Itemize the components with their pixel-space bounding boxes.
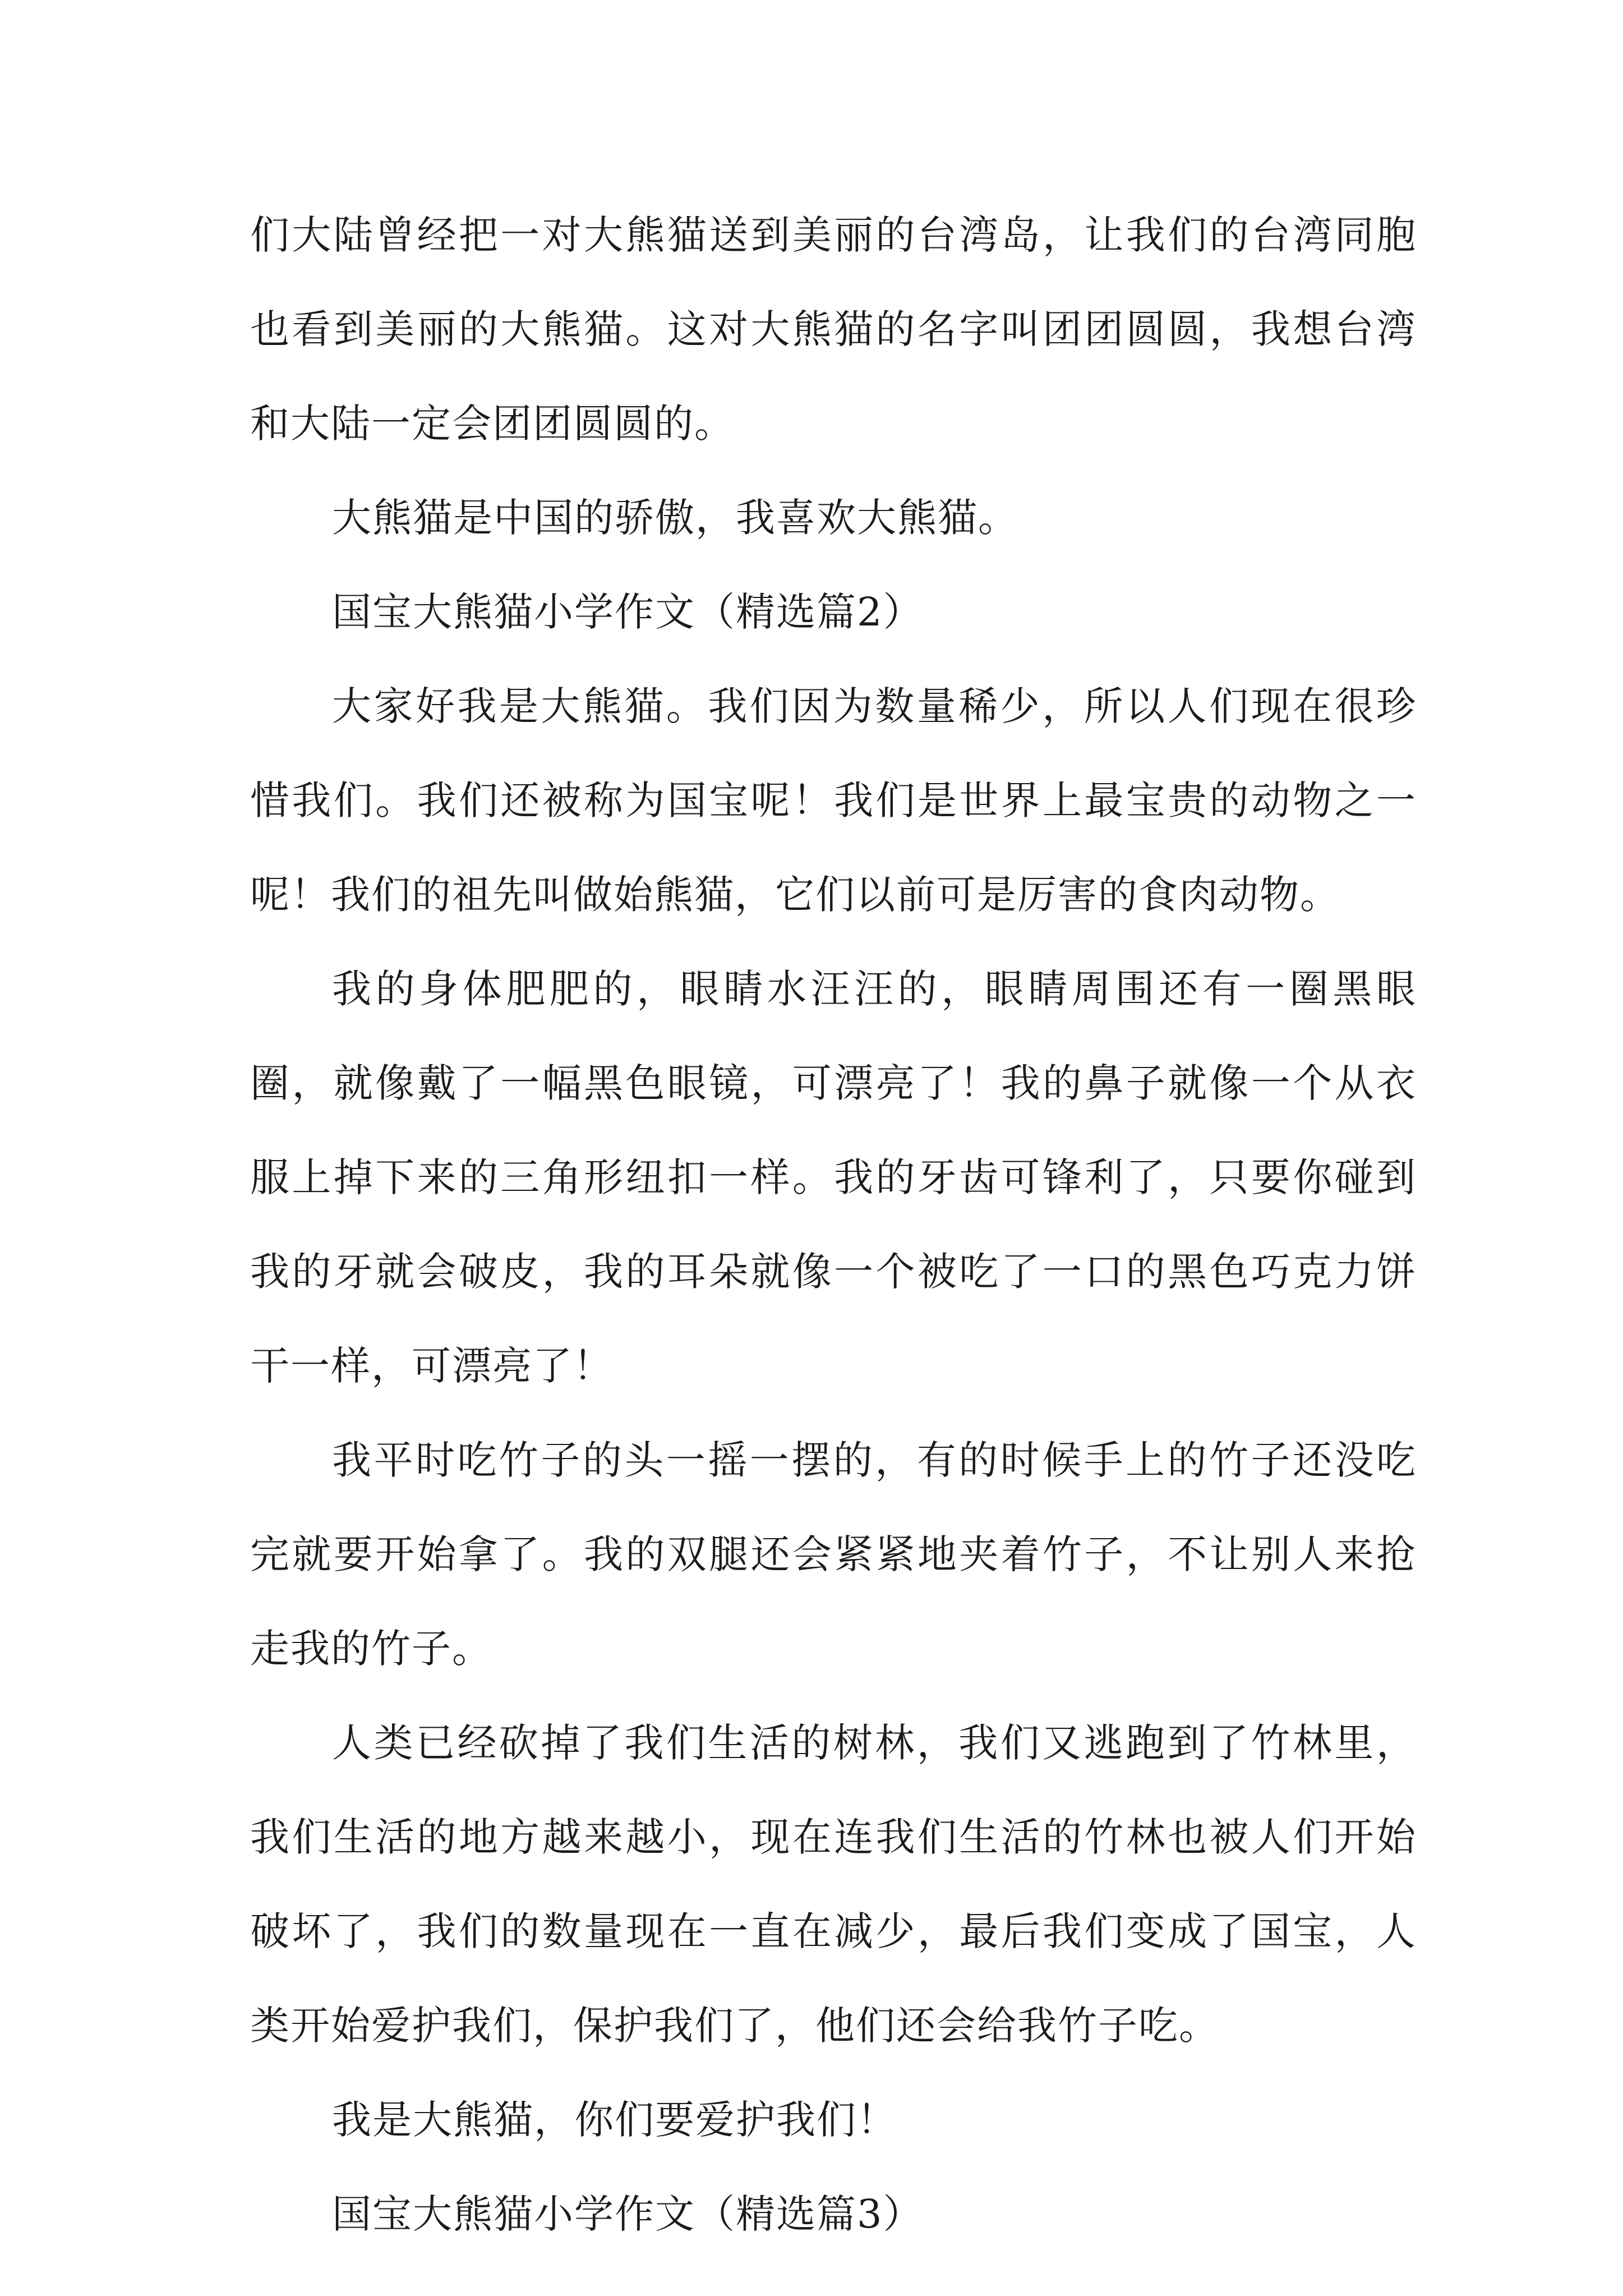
paragraph-continued: 们大陆曾经把一对大熊猫送到美丽的台湾岛，让我们的台湾同胞也看到美丽的大熊猫。这对大熊猫的名字叫团团圆圆，我想台湾和大陆一定会团团圆圆的。 <box>250 212 1417 447</box>
document-body <box>250 188 1417 2261</box>
paragraph: 我的身体肥肥的，眼睛水汪汪的，眼睛周围还有一圈黑眼圈，就像戴了一幅黑色眼镜，可漂亮了！我的鼻子就像一个从衣服上掉下来的三角形纽扣一样。我的牙齿可锋利了，只要你碰到我的牙就会破皮，我的耳朵就像一个被吃了一口的黑色巧克力饼干一样，可漂亮了！ <box>250 966 1417 1389</box>
paragraph: 我平时吃竹子的头一摇一摆的，有的时候手上的竹子还没吃完就要开始拿了。我的双腿还会紧紧地夹着竹子，不让别人来抢走我的竹子。 <box>250 1437 1417 1672</box>
paragraph: 大熊猫是中国的骄傲，我喜欢大熊猫。 <box>332 495 1018 541</box>
section-heading: 国宝大熊猫小学作文（精选篇3） <box>332 2191 924 2237</box>
paragraph: 大家好我是大熊猫。我们因为数量稀少，所以人们现在很珍惜我们。我们还被称为国宝呢！我们是世界上最宝贵的动物之一呢！我们的祖先叫做始熊猫，它们以前可是厉害的食肉动物。 <box>250 683 1417 918</box>
paragraph: 人类已经砍掉了我们生活的树林，我们又逃跑到了竹林里，我们生活的地方越来越小，现在连我们生活的竹林也被人们开始破坏了，我们的数量现在一直在减少，最后我们变成了国宝，人类开始爱护我们，保护我们了，他们还会给我竹子吃。 <box>250 1720 1417 2049</box>
section-heading: 国宝大熊猫小学作文（精选篇2） <box>332 589 924 635</box>
paragraph: 我是大熊猫，你们要爱护我们！ <box>332 2097 897 2143</box>
